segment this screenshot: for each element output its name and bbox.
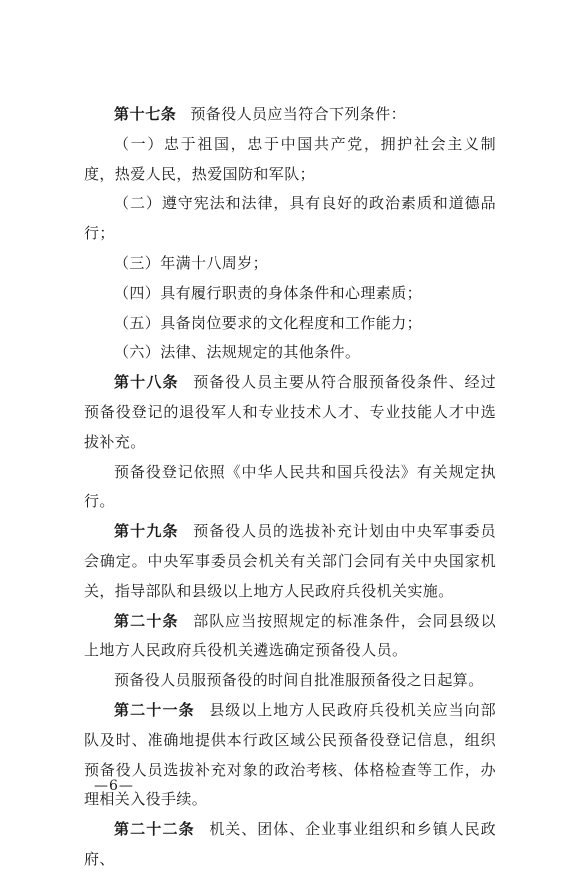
paragraph-item-6 [84,338,496,368]
document-body [84,100,496,875]
paragraph-text: 预备役人员服预备役的时间自批准服预备役之日起算。 [114,671,484,690]
paragraph-text: 预备役人员的选拔补充计划由中央军事委员会确定。中央军事委员会机关有关部门会同有关中央国家机关，指导部队和县级以上地方人民政府兵役机关实施。 [84,522,497,600]
paragraph-text: 县级以上地方人民政府兵役机关应当向部队及时、准确地提供本行政区域公民预备役登记信息，组织预备役人员选拔补充对象的政治考核、体格检查等工作，办理相关入役手续。 [84,700,496,809]
paragraph-item-5 [84,309,496,339]
paragraph-item-4 [84,279,496,309]
paragraph-text: （三）年满十八周岁； [114,253,269,272]
article-heading: 第二十二条 [114,820,195,839]
article-heading: 第二十条 [114,611,179,630]
article-heading: 第十九条 [114,522,179,541]
paragraph-text: 预备役登记依照《中华人民共和国兵役法》有关规定执行。 [84,462,496,511]
paragraph-article-20-note [84,666,496,696]
paragraph-item-2 [84,189,496,249]
paragraph-text: （六）法律、法规规定的其他条件。 [114,343,361,362]
paragraph-text: （四）具有履行职责的身体条件和心理素质； [114,283,423,302]
paragraph-text: 预备役人员应当符合下列条件： [190,105,407,123]
paragraph-article-22 [84,815,496,875]
page-number: —6— [94,778,134,794]
paragraph-text: （二）遵守宪法和法律，具有良好的政治素质和道德品行； [84,194,496,243]
paragraph-text: 机关、团体、企业事业组织和乡镇人民政府、 [84,820,496,868]
paragraph-article-18-note [84,458,496,518]
paragraph-article-18 [84,368,496,457]
paragraph-text: （一）忠于祖国，忠于中国共产党，拥护社会主义制度，热爱人民，热爱国防和军队； [84,134,496,183]
paragraph-text: 部队应当按照规定的标准条件，会同县级以上地方人民政府兵役机关遴选确定预备役人员。 [84,611,497,660]
paragraph-text: 预备役人员主要从符合服预备役条件、经过预备役登记的退役军人和专业技术人才、专业技能人才中选拔补充。 [84,373,497,451]
paragraph-article-21 [84,696,496,815]
paragraph-item-1 [84,130,496,190]
paragraph-article-19 [84,517,496,606]
article-heading: 第十七条 [114,105,177,123]
paragraph-item-3 [84,249,496,279]
article-heading: 第十八条 [114,373,179,392]
paragraph-article-20 [84,607,496,667]
article-heading: 第二十一条 [114,700,195,719]
paragraph-text: （五）具备岗位要求的文化程度和工作能力； [114,313,423,332]
paragraph-article-17 [84,100,496,130]
